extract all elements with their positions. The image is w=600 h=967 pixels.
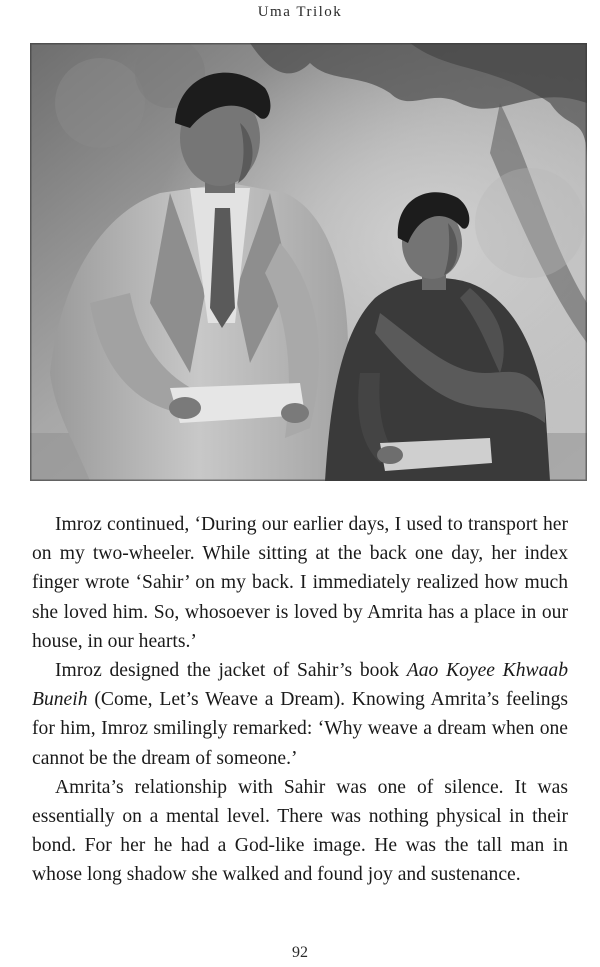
paragraph-1: Imroz continued, ‘During our earlier days, I used to transport her on my two-wheeler. While sitting at the back one day, her index finger wrote ‘Sahir’ on my back. I immediately realized how much she loved him. So, whosoever is loved by Amrita has a place in our house, in our hearts.’: [32, 514, 568, 652]
paragraph-2-rest: (Come, Let’s Weave a Dream). Knowing Amrita’s feelings for him, Imroz smilingly remarked: ‘Why weave a dream when one cannot be the dream of someone.’: [32, 689, 568, 769]
paragraph-2: [32, 656, 568, 773]
photograph: [30, 43, 587, 481]
paragraph-3: Amrita’s relationship with Sahir was one of silence. It was essentially on a mental level. There was nothing physical in their bond. For her he had a God-like image. He was the tall man in whose long shadow she walked and found joy and sustenance.: [32, 776, 568, 886]
page-number: 92: [292, 944, 308, 961]
running-head: Uma Trilok: [257, 4, 343, 20]
paragraph-2-lead: Imroz designed the jacket of Sahir’s book: [55, 660, 407, 682]
article-body: [32, 510, 568, 890]
book-title: Aao Koyee Khwaab Buneih: [32, 660, 569, 711]
photo-illustration: [30, 43, 587, 481]
